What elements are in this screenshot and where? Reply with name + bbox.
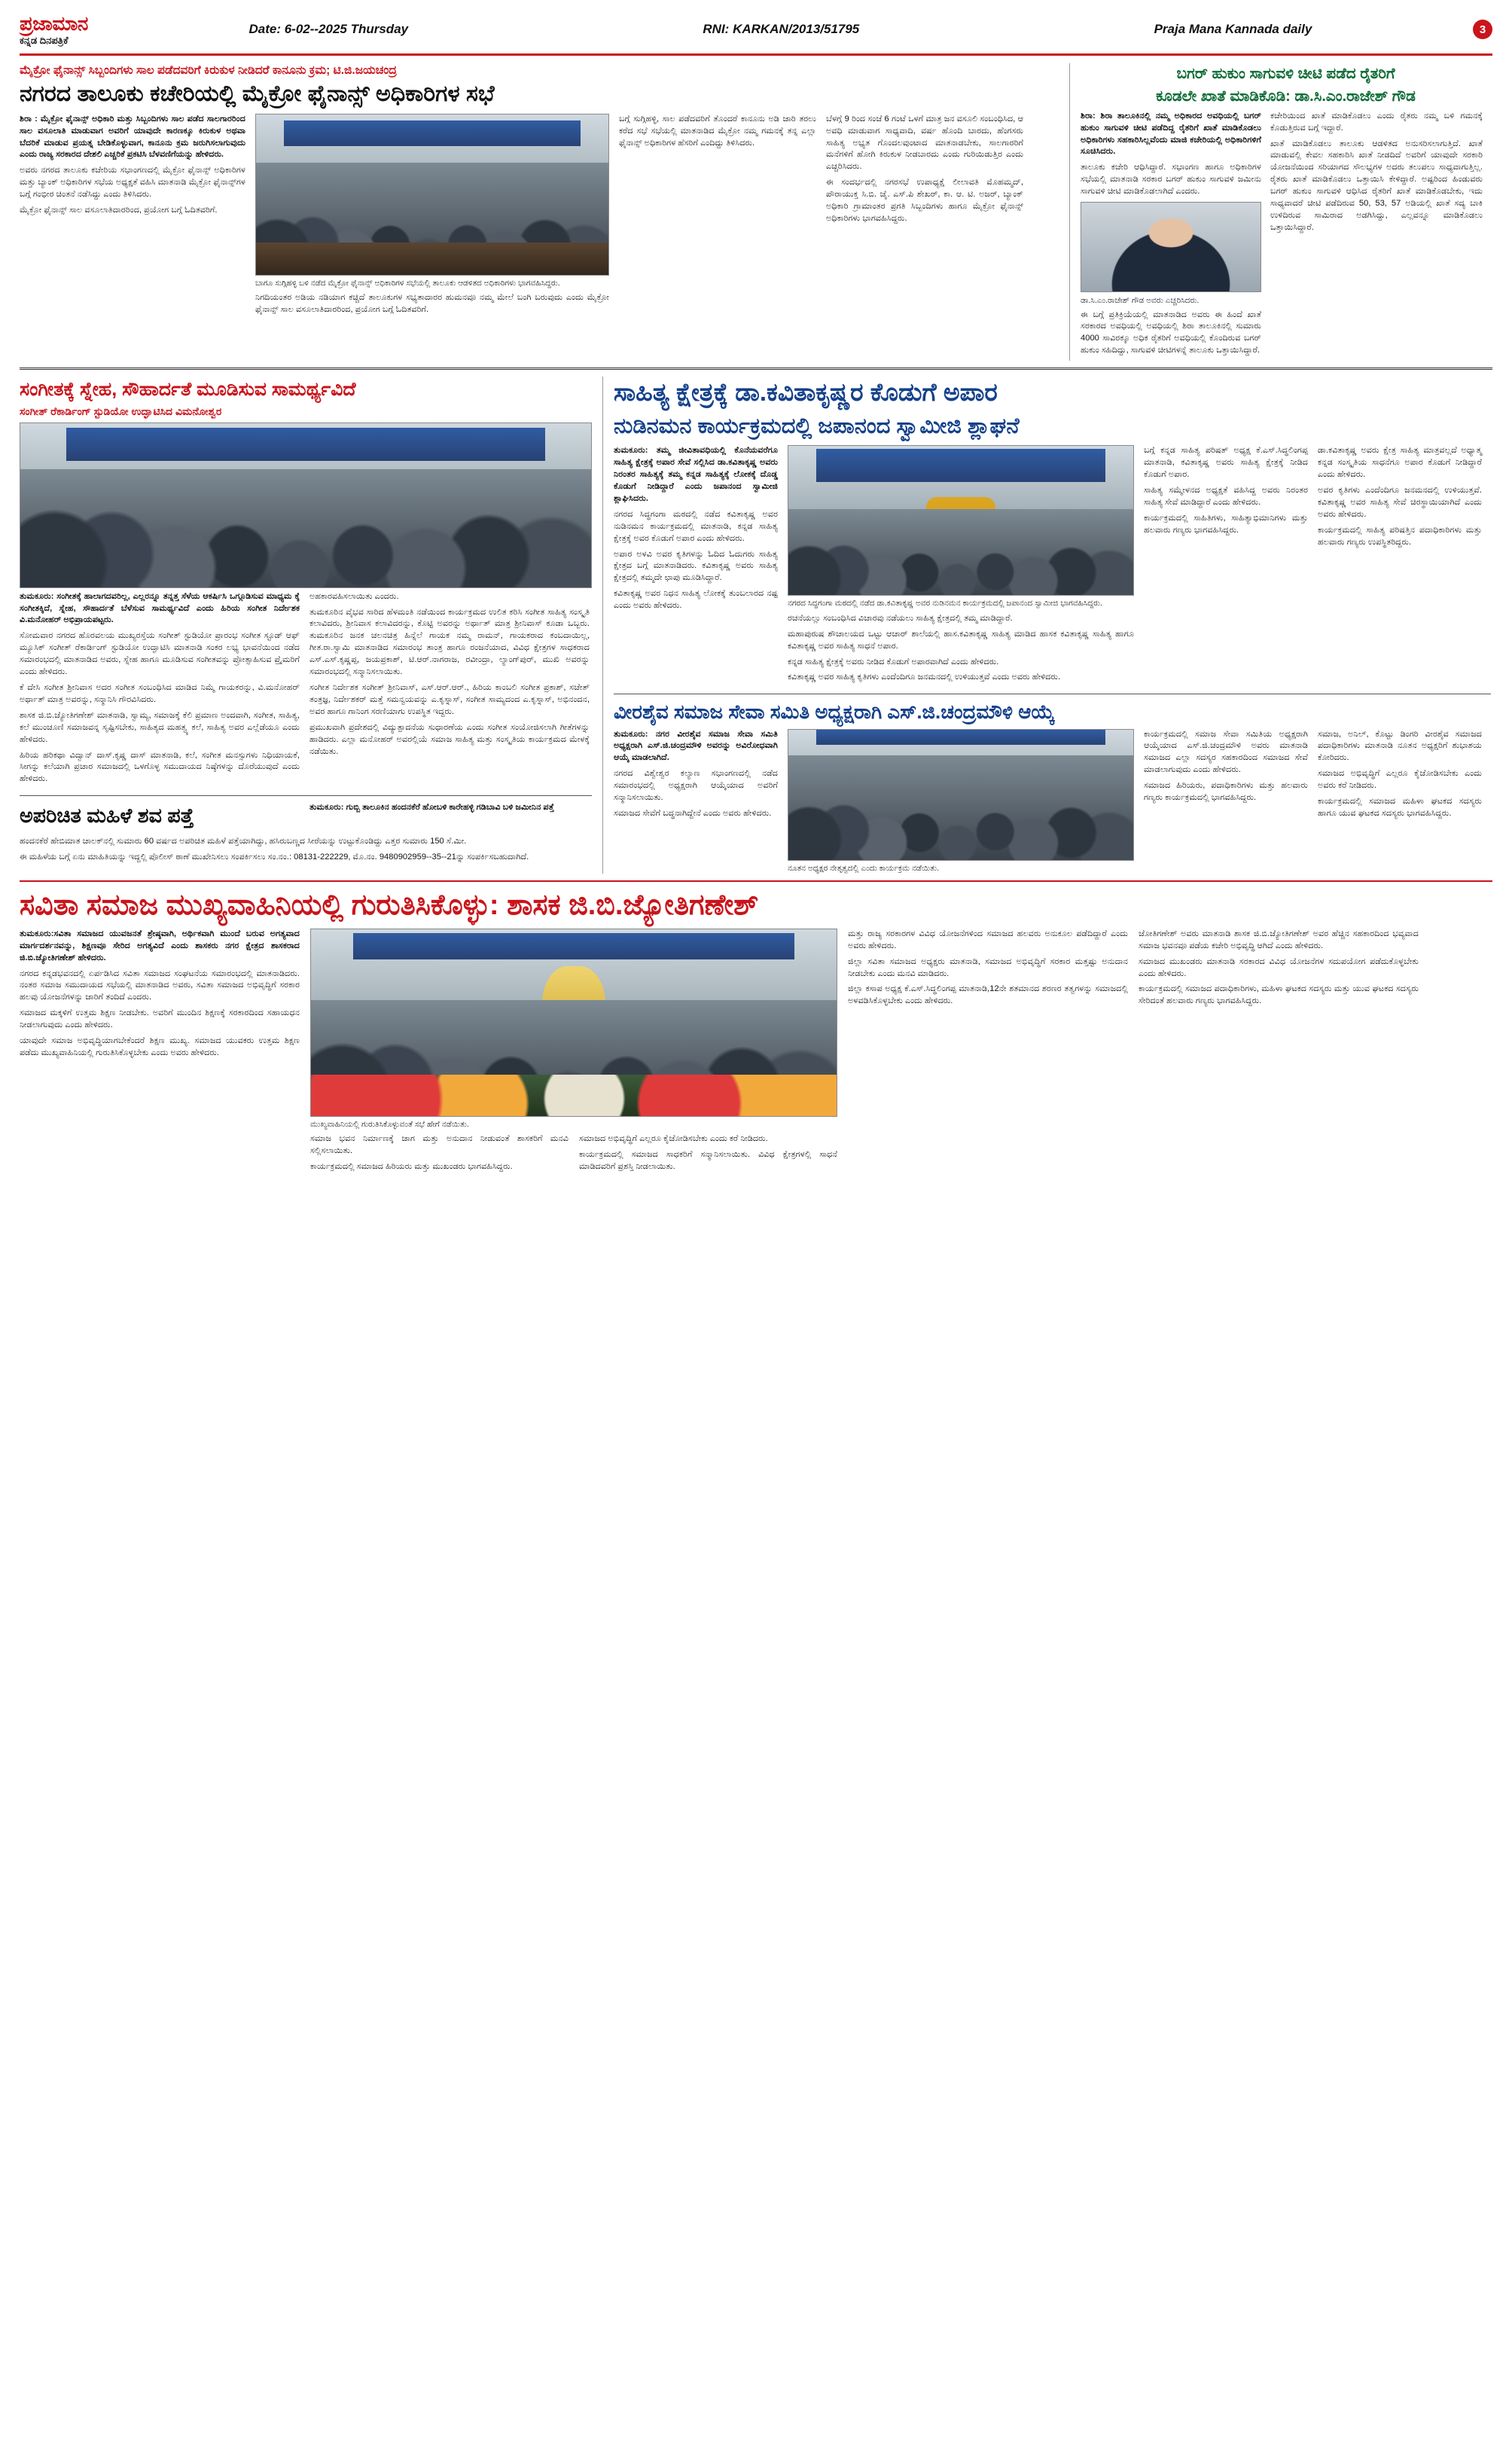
sahitya-col1: ತುಮಕೂರು: ತಮ್ಮ ಜೀವಿತಾವಧಿಯಲ್ಲಿ ಕೊನೆಯವರೆಗೂ ಸಾಹಿತ್ಯ ಕ್ಷೇತ್ರಕ್ಕೆ ಅಪಾರ ಸೇವೆ ಸಲ್ಲಿಸಿದ ಡಾ.ಕವಿತಾಕೃಷ್ಣ ಅವರು ನಿರಂತರ ಸಾಹಿತ್ಯಕ್ಕೆ ತಮ್ಮ ಕನ್ನಡ ಸಾಹಿತ್ಯಕ್ಕೆ ಲೋಕಕ್ಕೆ ದೊಡ್ಡ ಕೊಡುಗೆ ನೀಡಿದ್ದಾರೆ ಎಂದು ಜಪಾನಂದ ಸ್ವಾಮೀಜಿ ಶ್ಲಾಘಿಸಿದರು. ನಗರದ ಸಿದ್ಧಗಂಗಾ ಮಠದಲ್ಲಿ ನಡೆದ ಕವಿತಾಕೃಷ್ಣ ಅವರ ನುಡಿನಮನ ಕಾರ್ಯಕ್ರಮದಲ್ಲಿ ಮಾತನಾಡಿ, ಕನ್ನಡ ಸಾಹಿತ್ಯ ಕ್ಷೇತ್ರಕ್ಕೆ ಅವರ ಕೊಡುಗೆ ಅಪಾರ ಎಂದು ಹೇಳಿದರು. ಅಪಾರ ಅಳವಿ ಅವರ ಕೃತಿಗಳನ್ನು ಓದಿದ ಓದುಗರು ಸಾಹಿತ್ಯ ಕ್ಷೇತ್ರದ ಬಗ್ಗೆ ಮಾತನಾಡಿದರು. ಕವಿತಾಕೃಷ್ಣ ಅವರು ಸಾಹಿತ್ಯ ಕ್ಷೇತ್ರದಲ್ಲಿ ತಮ್ಮದೇ ಛಾಪು ಮೂಡಿಸಿದ್ದಾರೆ. ಕವಿತಾಕೃಷ್ಣ ಅವರ ನಿಧನ ಸಾಹಿತ್ಯ ಲೋಕಕ್ಕೆ ತುಂಬಲಾರದ ನಷ್ಟ ಎಂದು ಅವರು ಹೇಳಿದರು. <box>614 446 778 611</box>
story-mahile <box>20 802 592 832</box>
bagar-headline-line1: ಬಗರ್ ಹುಕುಂ ಸಾಗುವಳಿ ಚೀಟಿ ಪಡೆದ ರೈತರಿಗೆ <box>1176 65 1395 82</box>
top-section <box>20 63 1492 361</box>
lead-body-col3: ಬಗ್ಗೆ ಸುಗ್ಗಿಹಳ್ಳಿ, ಸಾಲ ಪಡೆದವರಿಗೆ ತೊಂದರೆ ಕಾನೂನು ಅಡಿ ಜಾರಿ ತರಲು ಕರೆದ ಸಭೆ ಸಭೆಯಲ್ಲಿ ಮಾತನಾಡಿದ ಮೈಕ್ರೋ ನಮ್ಮ ಗಮನಕ್ಕೆ ತನ್ನ ಎಲ್ಲಾ ಫೈನಾನ್ಸ್ ಅಧಿಕಾರಿಗಳ ಹೆಸರಿಗೆ ಎಂದಿದ್ದು ತಿಳಿಸಿದರು. <box>619 114 816 148</box>
sahitya-headline-2: ನುಡಿನಮನ ಕಾರ್ಯಕ್ರಮದಲ್ಲಿ ಜಪಾನಂದ ಸ್ವಾಮೀಜಿ ಶ್ಲಾಘನೆ <box>614 414 1020 439</box>
savitha-col3: ಮತ್ತು ರಾಜ್ಯ ಸರಕಾರಗಳ ವಿವಿಧ ಯೋಜನೆಗಳಿಂದ ಸಮಾಜದ ಹಲವರು ಅನುಕೂಲ ಪಡೆದಿದ್ದಾರೆ ಎಂದು ಅವರು ಹೇಳಿದರು. ಜಿಲ್ಲಾ ಸವಿತಾ ಸಮಾಜದ ಅಧ್ಯಕ್ಷರು ಮಾತನಾಡಿ, ಸಮಾಜದ ಅಭಿವೃದ್ಧಿಗೆ ಸರಕಾರ ಮತ್ತಷ್ಟು ಅನುದಾನ ನೀಡಬೇಕು ಎಂದು ಮನವಿ ಮಾಡಿದರು. ಜಿಲ್ಲಾ ಕಸಾಪ ಅಧ್ಯಕ್ಷ ಕೆ.ಎಸ್.ಸಿದ್ಧಲಿಂಗಪ್ಪ ಮಾತನಾಡಿ,12ನೇ ಶತಮಾನದ ಶರಣರ ತತ್ವಗಳನ್ನು ಸಮಾಜದಲ್ಲಿ ಅಳವಡಿಸಿಕೊಳ್ಳಬೇಕು ಎಂದು ಹೇಳಿದರು. <box>848 929 1128 1006</box>
savitha-col4: ಜೋತಿಗಣೇಶ್ ಅವರು ಮಾತನಾಡಿ ಶಾಸಕ ಜಿ.ಬಿ.ಜ್ಯೋತಿಗಣೇಶ್ ಅವರ ಹೆಚ್ಚಿನ ಸಹಕಾರದಿಂದ ಭವ್ಯವಾದ ಸಮಾಜ ಭವನವೂ ಪಡೆಯ ಕಚೇರಿ ಅಭಿವೃದ್ಧಿ ಆಗಿದೆ ಎಂದು ಹೇಳಿದರು. ಸಮಾಜದ ಮುಖಂಡರು ಮಾತನಾಡಿ ಸರಕಾರದ ವಿವಿಧ ಯೋಜನೆಗಳ ಸದುಪಯೋಗ ಪಡೆದುಕೊಳ್ಳಬೇಕು ಎಂದು ಹೇಳಿದರು. ಕಾರ್ಯಕ್ರಮದಲ್ಲಿ ಸಮಾಜದ ಪದಾಧಿಕಾರಿಗಳು, ಮಹಿಳಾ ಘಟಕದ ಸದಸ್ಯರು ಮತ್ತು ಯುವ ಘಟಕದ ಸದಸ್ಯರು ಸೇರಿದಂತೆ ಹಲವಾರು ಗಣ್ಯರು ಭಾಗವಹಿಸಿದ್ದರು. <box>1139 929 1419 1006</box>
divider-4 <box>20 880 1492 882</box>
middle-section <box>20 377 1492 874</box>
veerashaiva-photo <box>788 729 1134 861</box>
divider-2 <box>20 795 592 796</box>
story-sahitya <box>614 445 1491 688</box>
veerashaiva-photo-caption: ನೂತನ ಅಧ್ಯಕ್ಷರ ನೇತೃತ್ವದಲ್ಲಿ ಎಂದು ಕಾರ್ಯಕ್ರಮ ನಡೆಯಿತು. <box>788 863 939 873</box>
right-column <box>602 377 1491 874</box>
mahile-headline: ಅಪರಿಚಿತ ಮಹಿಳೆ ಶವ ಪತ್ತೆ <box>20 804 194 828</box>
sangeeth-body-col1: ತುಮಕೂರು: ಸಂಗೀತಕ್ಕೆ ಹಾಲಾಗದವರಿಲ್ಲ, ಎಲ್ಲರನ್ನೂ ತನ್ನತ್ತ ಸೆಳೆಯ ಆಕರ್ಷಿಸಿ ಒಗ್ಗೂಡಿಸುವ ಮಾಧ್ಯಮ ಕ್ಕೆ ಸಂಗೀತಕ್ಕಿದೆ, ಸ್ನೇಹ, ಸೌಹಾರ್ದತೆ ಬೆಳೆಸುವ ಸಾಮರ್ಥ್ಯವಿದೆ ಎಂದು ಹಿರಿಯ ಸಂಗೀತ ನಿರ್ದೇಶಕ ವಿ.ಮನೋಹರ್ ಅಭಿಪ್ರಾಯಪಟ್ಟರು. ಸೋಮವಾರ ನಗರದ ಹೊರವಲಯ ಮುಖ್ಯರಸ್ತೆಯ ಸಂಗೀತ್ ಸ್ಟುಡಿಯೋ ಪ್ರಾರಂಭ ಸಂಗೀತ ಸ್ಟೂಡ್ ಆಫ್ ಮ್ಯೂಸಿಕ್ ಸಂಗೀತ್ ರೆಕಾರ್ಡಿಂಗ್ ಸ್ಟುಡಿಯೋ ಉದ್ಘಾಟಿಸಿ ಮಾತನಾಡಿ ಸಂಕರ ಲಭ್ಯ ಭಾವನೆಯಿಂದ ನಡೆದ ಸಮಾರಂಭದಲ್ಲಿ ಮಾತನಾಡಿದ ಅವರು, ಸ್ನೇಹ ಹಾಗೂ ಮೂಡಿಸುವ ಸಂಗೀತವನ್ನು ಪ್ರೋತ್ಸಾಹಿಸುವ ಪ್ರೈಮರಿಗೆ ಎಂದು ಹೇಳಿದರು. ಕೆ ದೇಸಿ ಸಂಗೀತ ಶ್ರೀನಿವಾಸ ಅದರ ಸಂಗೀತ ಸಂಬಂಧಿಸಿದ ಮಾಡಿದ ನಿಮ್ಮೆ ಗಾಯಕರನ್ನು, ವಿ.ಮನೋಹರ್ ಅರ್ಥಾತ್ ಮಾತ್ರ ಅವರನ್ನು, ಸನ್ಮಾನಿಸಿ ಗೌರವಿಸಿದರು. ಶಾಸಕ ಜಿ.ಬಿ.ಜ್ಯೋತಿಗಣೇಶ್ ಮಾತನಾಡಿ, ಸ್ವಾಮ್ಯ, ಸಮಾಜಕ್ಕೆ ಕೆಲಿ ಪ್ರಮಾಣ ಅಂದವಾಗಿ, ಸಂಗೀತ, ಸಾಹಿತ್ಯ, ಕಲೆ ಮುಂಚೂಣಿ ಸಮಾಜವನ್ನ ಸೃಷ್ಟಿಸಬೇಕು, ಸಾಹಿತ್ಯದ ಮಹತ್ವ್ಯ ಕಲೆ, ಸಾಹಿತ್ಯ ಅವರ ಎಲ್ಲೆಡೆಯೂ ಎಂದು ಹೇಳಿದರು. ಹಿರಿಯ ಹರಿಕಥಾ ವಿದ್ವಾನ್ ದಾಸ್.ಕೃಷ್ಣ ದಾಸ್ ಮಾತನಾಡಿ, ಕಲೆ, ಸಂಗೀತ ಮನಸ್ಸುಗಳು ನಿಧಿಯಾಯಕೆ, ಸೀಗನ್ನು ಕಲೆಯಾಗಿ ಪ್ರಚಾರ ಸಮಾಜದಲ್ಲಿ ಒಳಗೊಳ್ಳ ಸಮುದಾಯದ ನಿಷ್ಠೆಗಳನ್ನು ದೊರೆಯುವುದೆ ಎಂದು ಹೇಳಿದರು. <box>20 591 300 784</box>
masthead-meta <box>102 22 1459 37</box>
lead-body-col2b: ನಿಗದಿಯಂತರ ಅಡಿಯ ನಡಿಯಾಗ ಕಚ್ಚಿದೆ ತಾಲೂಕುಗಳ ಸಭ್ಯತಾದಾರರ ಹುಮನವೂ ನಮ್ಮ ಮೇಲೆ ಬಂಗಿ ಬರುವುದು ಎಂದು ಮೈಕ್ರೋ ಫೈನಾನ್ಸ್ ಸಾಲ ವಸೂಲಾತಿದಾರರಿಂದ, ಪ್ರಯೋಗ ಬಗ್ಗೆ ಓದಿತವರಿಗೆ. <box>255 293 609 315</box>
veerashaiva-col3: ಸಮಾಜ, ಅನಿಲ್, ಕೊಟ್ಟು ಡಿಂಗರಿ ವೀರಶೈವ ಸಮಾಜದ ಪದಾಧಿಕಾರಿಗಳು ಮಾತನಾಡಿ ನೂತನ ಅಧ್ಯಕ್ಷರಿಗೆ ಶುಭಾಶಯ ಕೋರಿದರು. ಸಮಾಜದ ಅಭಿವೃದ್ಧಿಗೆ ಎಲ್ಲರೂ ಕೈಜೋಡಿಸಬೇಕು ಎಂದು ಅವರು ಕರೆ ನೀಡಿದರು. ಕಾರ್ಯಕ್ರಮದಲ್ಲಿ ಸಮಾಜದ ಮಹಿಳಾ ಘಟಕದ ಸದಸ್ಯರು ಹಾಗೂ ಯುವ ಘಟಕದ ಸದಸ್ಯರು ಭಾಗವಹಿಸಿದ್ದರು. <box>1318 729 1482 818</box>
bagar-body-col1: ಶಿರಾ: ಶಿರಾ ತಾಲೂಕಿನಲ್ಲಿ ನಮ್ಮ ಅಧಿಕಾರದ ಅವಧಿಯಲ್ಲಿ ಬಗರ್ ಹುಕುಂ ಸಾಗುವಳಿ ಚೀಟಿ ಪಡೆದಿದ್ದ ರೈತರಿಗೆ ಖಾತೆ ಮಾಡಿಕೊಡಲು ಅಧಿಕಾರಿಗಳು ಸಹಕಾರಿಸಿಲ್ಲವೆಂದು ಮಾಜಿ ಕಚೇರಿಯಲ್ಲಿ ಅಧಿಕಾರಿಗಳಿಗೆ ಸೂಚಿಸಿದರು. ತಾಲೂಕು ಕಚೇರಿ ಆಧಿಸಿದ್ದಾರೆ. ಸಭಾಂಗಣ ಹಾಗೂ ಅಧಿಕಾರಿಗಳ ಸಭೆಯಲ್ಲಿ ಮಾತನಾಡಿ ಸರಕಾರ ಬಗರ್ ಹುಕುಂ ಸಾಗುವಳಿ ಜಮೀನು ಸಾಗುವಳಿ ಚೀಟಿ ಮಾಡಿಕೊಡಲಾಗಿದೆ ಎಂದರು. ಡಾ.ಸಿ.ಎಂ.ರಾಜೇಶ್ ಗೌಡ ಅವರು ಎಚ್ಚರಿಸಿದರು. ಈ ಬಗ್ಗೆ ಪ್ರತಿಕ್ರಿಯೆಯಲ್ಲಿ ಮಾತನಾಡಿದ ಅವರು ಈ ಹಿಂದೆ ಖಾತೆ ಸರಕಾರದ ಅವಧಿಯಲ್ಲಿ ಅವಧಿಯಲ್ಲಿ ಶಿರಾ ತಾಲೂಕಿನಲ್ಲಿ ಸುಮಾರು 4000 ಸಾವಿರಕ್ಕೂ ಅಧಿಕ ರೈತರಿಗೆ ಅವಧಿಯಲ್ಲಿ ಕೊಂದಿರುವ ಬಗರ್ ಹುಕುಂ ಸಹಿದಿದ್ದು, ಸಾಗುವಳಿ ಚೀಟಿಗಳನ್ನೆ ತಾಲೂಕು ಒತ್ತಾಯಿಸಿದ್ದಾರೆ. <box>1081 111 1261 355</box>
savitha-col2-b: ಸಮಾಜದ ಅಭಿವೃದ್ಧಿಗೆ ಎಲ್ಲರೂ ಕೈಜೋಡಿಸಬೇಕು ಎಂದು ಕರೆ ನೀಡಿದರು. ಕಾರ್ಯಕ್ರಮದಲ್ಲಿ ಸಮಾಜದ ಸಾಧಕರಿಗೆ ಸನ್ಮಾನಿಸಲಾಯಿತು. ವಿವಿಧ ಕ್ಷೇತ್ರಗಳಲ್ಲಿ ಸಾಧನೆ ಮಾಡಿದವರಿಗೆ ಪ್ರಶಸ್ತಿ ನೀಡಲಾಯಿತು. <box>579 1134 837 1172</box>
sahitya-col3: ಬಗ್ಗೆ ಕನ್ನಡ ಸಾಹಿತ್ಯ ಪರಿಷತ್ ಅಧ್ಯಕ್ಷ ಕೆ.ಎಸ್.ಸಿದ್ಧಲಿಂಗಪ್ಪ ಮಾತನಾಡಿ, ಕವಿತಾಕೃಷ್ಣ ಅವರು ಸಾಹಿತ್ಯ ಕ್ಷೇತ್ರಕ್ಕೆ ನೀಡಿದ ಕೊಡುಗೆ ಅಪಾರ. ಸಾಹಿತ್ಯ ಸಮ್ಮೇಳನದ ಅಧ್ಯಕ್ಷತೆ ವಹಿಸಿದ್ದ ಅವರು ನಿರಂತರ ಸಾಹಿತ್ಯ ಸೇವೆ ಮಾಡಿದ್ದಾರೆ ಎಂದು ಹೇಳಿದರು. ಕಾರ್ಯಕ್ರಮದಲ್ಲಿ ಸಾಹಿತಿಗಳು, ಸಾಹಿತ್ಯಾಭಿಮಾನಿಗಳು ಮತ್ತು ಹಲವಾರು ಗಣ್ಯರು ಭಾಗವಹಿಸಿದ್ದರು. <box>1144 446 1308 535</box>
savitha-col2-a: ಸಮಾಜ ಭವನ ನಿರ್ಮಾಣಕ್ಕೆ ಜಾಗ ಮತ್ತು ಅನುದಾನ ನೀಡುವಂತೆ ಶಾಸಕರಿಗೆ ಮನವಿ ಸಲ್ಲಿಸಲಾಯಿತು. ಕಾರ್ಯಕ್ರಮದಲ್ಲಿ ಸಮಾಜದ ಹಿರಿಯರು ಮತ್ತು ಮುಖಂಡರು ಭಾಗವಹಿಸಿದ್ದರು. <box>310 1134 569 1172</box>
masthead <box>20 14 1492 56</box>
lead-body-col1: ಶಿರಾ : ಮೈಕ್ರೋ ಫೈನಾನ್ಸ್ ಅಧಿಕಾರಿ ಮತ್ತು ಸಿಬ್ಬಂದಿಗಳು ಸಾಲ ಪಡೆದ ಸಾಲಗಾರರಿಂದ ಸಾಲ ವಸೂಲಾತಿ ಮಾಡುವಾಗ ಅವರಿಗೆ ಯಾವುದೇ ಕಾರಣಕ್ಕೂ ಕಿರುಕುಳ ಅಥವಾ ಬೆದರಿಕೆ ಮಾಡುವ ಪ್ರಯತ್ನ ಬೇಡಿಕೊಳ್ಳುವಾಗ, ಕಾನೂನು ಕ್ರಮ ಜರುಗಿಸಲಾಗುವುದು ಎಂದು ರಾಜ್ಯ ಸರಕಾರದ ದೇಶಲಿ ಎಚ್ಚರಿಕೆ ಪ್ರಕಟಿಸಿ ಬೆಳವಣಿಗೆಯನ್ನು ಹೇಳಿದರು. ಅವರು ನಗರದ ತಾಲೂಕು ಕಚೇರಿಯ ಸಭಾಂಗಣದಲ್ಲಿ ಮೈಕ್ರೋ ಫೈನಾನ್ಸ್ ಅಧಿಕಾರಿಗಳ ಮತ್ತು ಬ್ಯಾಂಕ್ ಅಧಿಕಾರಿಗಳ ಸಭೆಯ ಅಧ್ಯಕ್ಷತೆ ವಹಿಸಿ ಮಾತನಾಡಿ ಮೈಕ್ರೋ ಫೈನಾನ್ಸ್‌ಗಳ ಬಗ್ಗೆ ಗಂಭೀರ ಚಿಂತನೆ ನಡೆಸಿದ್ದು ಎಂದು ತಿಳಿಸಿದರು. ಮೈಕ್ರೋ ಫೈನಾನ್ಸ್ ಸಾಲ ವಸೂಲಾತಿದಾರರಿಂದ, ಪ್ರಯೋಗ ಬಗ್ಗೆ ಓದಿತವರಿಗೆ. <box>20 114 245 215</box>
veerashaiva-col1: ತುಮಕೂರು: ನಗರ ವೀರಶೈವ ಸಮಾಜ ಸೇವಾ ಸಮಿತಿ ಅಧ್ಯಕ್ಷರಾಗಿ ಎಸ್.ಜಿ.ಚಂದ್ರಮೌಳಿ ಅವರನ್ನು ಅವಿರೋಧವಾಗಿ ಆಯ್ಕೆ ಮಾಡಲಾಗಿದೆ. ನಗರದ ವಿಶ್ವೇಶ್ವರ ಕಲ್ಯಾಣ ಸಭಾಂಗಣದಲ್ಲಿ ನಡೆದ ಸಮಾರಂಭದಲ್ಲಿ ಅಧ್ಯಕ್ಷರಾಗಿ ಆಯ್ಕೆಯಾದ ಅವರಿಗೆ ಸನ್ಮಾನಿಸಲಾಯಿತು. ಸಮಾಜದ ಸೇವೆಗೆ ಬದ್ಧನಾಗಿದ್ದೇನೆ ಎಂದು ಅವರು ಹೇಳಿದರು. <box>614 729 778 818</box>
story-bagar-hukum <box>1069 63 1491 361</box>
logo-sub-text: ಕನ್ನಡ ದಿನಪತ್ರಿಕೆ <box>20 35 69 47</box>
publication-title-en: Praja Mana Kannada daily <box>1154 22 1312 37</box>
lead-photo-caption: ಬಾಗೂ ಸುಗ್ಗಿಹಳ್ಳಿ ಬಳಿ ನಡೆದ ಮೈಕ್ರೋ ಫೈನಾನ್ಸ್ ಅಧಿಕಾರಿಗಳ ಸಭೆಯಲ್ಲಿ ತಾಲೂಕು ಆಡಳಿತದ ಅಧಿಕಾರಿಗಳು ಭಾಗವಹಿಸಿದ್ದರು. <box>255 278 560 288</box>
bagar-body-col2: ಕಚೇರಿಯಿಂದ ಖಾತೆ ಮಾಡಿಕೊಡಲು ಎಂದು ರೈತರು ನಮ್ಮ ಬಳಿ ಗಮನಕ್ಕೆ ಕೊಡುತ್ತಿರುವ ಬಗ್ಗೆ ಇದ್ದಾರೆ. ಖಾತೆ ಮಾಡಿಕೊಡಲು ತಾಲೂಕು ಆಡಳಿತದ ಅನುಸರಿಸಲಾಗುತ್ತಿದೆ. ಖಾತೆ ಮಾಡುವಲ್ಲಿ ಕೇವಲ ಸಹಕಾರಿಸಿ ಖಾತೆ ನೀಡದಿದೆ ಅವರಿಗೆ ಯಾವುದೇ ಸರಕಾರಿ ಯೋಜನೆಯಿಂದ ಸರಿಯಾಗದ ಸೌಲಭ್ಯಗಳ ಅದರು ತಲುಪಲು ಸಾಧ್ಯವಾಗುತ್ತಿಲ್ಲ. ರೈತರು ಖಾತೆ ಮಾಡಿಕೊಡಲು ಒತ್ತಾಯಿಸಿ ಕೇಳಿದ್ದಾರೆ. ಅಷ್ಟರಿಂದ ಹಿಂಡುವರು ಬಗರ್ ಹುಕುಂ ಸಾಗುವಳಿ ಆಧಿಸಿದ ರೈತರಿಗೆ ಖಾತೆ ಮಾಡಿಕೊಡಬೇಕು, ಇದು ಸಾಧ್ಯವಾದರೆ ಚೀಟಿ ಪಡೆದಿರುವ 50, 53, 57 ಅಡಿಯಲ್ಲಿ ಖಾತೆ ಸದ್ಯ ಬಾಕಿ ಉಳಿದಿರುವ ಸಾಮಿರಾದ ಅಡಗಿಸಿದ್ದು, ಎಲ್ಲವನ್ನೂ ಮಾಡಿಕೊಡಲು ಒತ್ತಾಯಿಸಿದ್ದಾರೆ. <box>1270 111 1483 232</box>
lead-photo <box>255 114 609 276</box>
veerashaiva-headline: ವೀರಶೈವ ಸಮಾಜ ಸೇವಾ ಸಮಿತಿ ಅಧ್ಯಕ್ಷರಾಗಿ ಎಸ್.ಜಿ.ಚಂದ್ರಮೌಳಿ ಆಯ್ಕೆ <box>614 700 1055 724</box>
veerashaiva-col2: ಕಾರ್ಯಕ್ರಮದಲ್ಲಿ ಸಮಾಜ ಸೇವಾ ಸಮಿತಿಯ ಅಧ್ಯಕ್ಷರಾಗಿ ಆಯ್ಕೆಯಾದ ಎಸ್.ಜಿ.ಚಂದ್ರಮೌಳಿ ಅವರು ಮಾತನಾಡಿ ಸಮಾಜದ ಎಲ್ಲಾ ಸದಸ್ಯರ ಸಹಕಾರದಿಂದ ಸಮಾಜದ ಸೇವೆ ಮಾಡಲಾಗುವುದು ಎಂದು ಹೇಳಿದರು. ಸಮಾಜದ ಹಿರಿಯರು, ಪದಾಧಿಕಾರಿಗಳು ಮತ್ತು ಹಲವಾರು ಗಣ್ಯರು ಕಾರ್ಯಕ್ರಮದಲ್ಲಿ ಭಾಗವಹಿಸಿದ್ದರು. <box>1144 729 1308 803</box>
lead-body-col4: ಬೆಳಗ್ಗೆ 9 ರಿಂದ ಸಂಜೆ 6 ಗಂಟೆ ಒಳಗೆ ಮಾತ್ರ ಜನ ವಸೂಲಿ ಸಂಬಂಧಿಸಿದ, ಆ ಅವಧಿ ಮಾಡುವಾಗ ಸಾಧ್ಯವಾದಿ, ವರ್ಷ ಹೊಂದಿ ಬಾರದು, ಹೆಂಗಸರು ಸಾಹಿತ್ಯ ಅಭ್ಯತ ಗೊಂದಲವುಂಟಾದ ಮಾತನಾಡಬೇಕು, ಸಾಲಗಾರರಿಗೆ ಮನೆಗಳಿಗೆ ಹೋಗಿ ಕಿರುಕುಳ ನೀಡಬಾರದು ಎಂದು ಗುರಿಯಿಡುತ್ತಿರ ಎಂದು ಎಚ್ಚರಿಸಿದರು. ಈ ಸಂದರ್ಭದಲ್ಲಿ ನಗರಸಭೆ ಉಪಾಧ್ಯಕ್ಷೆ ಲೀಲಾವತಿ ಮೊಹಮ್ಮದ್, ಪೌರಾಯುಕ್ತ ಸಿ.ಬಿ. ಜೈ. ಎಸ್.ಪಿ ಶೇಖರ್, ಕಾ. ಆ. ಟಿ. ಅಜರ್, ಬ್ಯಾಂಕ್ ಅಧಿಕಾರಿ ಗ್ರಾಮಾಂತರ ಪ್ರಗತಿ ಸಿಬ್ಬಂದಿಗಳು ಹಾಗೂ ಮೈಕ್ರೋ ಫೈನಾನ್ಸ್ ಅಧಿಕಾರಿಗಳು ಭಾಗವಹಿಸಿದ್ದರು. <box>826 114 1023 223</box>
lead-kicker: ಮೈಕ್ರೋ ಫೈನಾನ್ಸ್ ಸಿಬ್ಬಂದಿಗಳು ಸಾಲ ಪಡೆದವರಿಗೆ ಕಿರುಕುಳ ನೀಡಿದರೆ ಕಾನೂನು ಕ್ರಮ; ಟಿ.ಜಿ.ಜಯಚಂದ್ರ <box>20 63 397 77</box>
sahitya-col4: ಡಾ.ಕವಿತಾಕೃಷ್ಣ ಅವರು ಕ್ಷೇತ್ರ ಸಾಹಿತ್ಯ ಮಾತ್ರವಲ್ಲದೆ ಅಧ್ಯಾತ್ಮ ಕನ್ನಡ ಸಂಸ್ಕೃತಿಯ ಸಾಧನೆಗೂ ಅಪಾರ ಕೊಡುಗೆ ನೀಡಿದ್ದಾರೆ ಎಂದು ಹೇಳಿದರು. ಅವರ ಕೃತಿಗಳು ಎಂದೆಂದಿಗೂ ಜನಮನದಲ್ಲಿ ಉಳಿಯುತ್ತವೆ. ಕವಿತಾಕೃಷ್ಣ ಅವರ ಸಾಹಿತ್ಯ ಸೇವೆ ಚಿರಸ್ಥಾಯಿಯಾಗಿದೆ ಎಂದು ಅವರು ಹೇಳಿದರು. ಕಾರ್ಯಕ್ರಮದಲ್ಲಿ ಸಾಹಿತ್ಯ ಪರಿಷತ್ತಿನ ಪದಾಧಿಕಾರಿಗಳು ಮತ್ತು ಹಲವಾರು ಗಣ್ಯರು ಉಪಸ್ಥಿತರಿದ್ದರು. <box>1318 446 1482 547</box>
page-number-badge: 3 <box>1473 20 1492 39</box>
sangeeth-subhead: ಸಂಗೀತ್ ರೆಕಾರ್ಡಿಂಗ್ ಸ್ಟುಡಿಯೋ ಉದ್ಘಾಟಿಸಿದ ವಿಮನೋಶ್ವರ <box>20 405 222 418</box>
mahile-body: ತುಮಕೂರು: ಗುಬ್ಬಿ ತಾಲೂಕಿನ ಹಂದನಕೆರೆ ಹೋಬಳಿ ಕಾರೇಹಳ್ಳಿ ಗಡಿಬಾವಿ ಬಳಿ ಜಮೀನಿನ ಪತ್ತೆ <box>309 803 554 813</box>
savitha-col1: ತುಮಕೂರು:ಸವಿತಾ ಸಮಾಜದ ಯುವಜನತೆ ಶ್ರೇಷ್ಠವಾಗಿ, ಅರ್ಥಿಕವಾಗಿ ಮುಂದೆ ಬರುವ ಅಗತ್ಯವಾದ ಮಾರ್ಗದರ್ಶನವನ್ನು, ಶಿಕ್ಷಣವೂ ಸೇರಿದ ಅಗತ್ಯವಿದೆ ಎಂದು ಶಾಸಕರು ನಗರ ಕ್ಷೇತ್ರದ ಶಾಸಕರಾದ ಜಿ.ಬಿ.ಜ್ಯೋತಿಗಣೇಶ್ ಹೇಳಿದರು. ನಗರದ ಕನ್ನಡಭವನದಲ್ಲಿ ಏರ್ಪಡಿಸಿದ ಸವಿತಾ ಸಮಾಜದ ಸಂಘಟನೆಯ ಸಮಾರಂಭದಲ್ಲಿ ಮಾತನಾಡಿದರು. ನಂತರ ಸಮಾಜ ಸಮುದಾಯದ ಸಭೆಯಲ್ಲಿ ಮಾತನಾಡಿದ ಅವರು, ಸವಿತಾ ಸಮಾಜದ ಅಭಿವೃದ್ಧಿಗೆ ಸರಕಾರ ಹಲವು ಯೋಜನೆಗಳನ್ನು ಜಾರಿಗೆ ತಂದಿದೆ ಎಂದರು. ಸಮಾಜದ ಮಕ್ಕಳಿಗೆ ಉತ್ತಮ ಶಿಕ್ಷಣ ನೀಡಬೇಕು. ಅವರಿಗೆ ಮುಂದಿನ ಶಿಕ್ಷಣಕ್ಕೆ ಸರಕಾರದಿಂದ ಸಹಾಯಧನ ನೀಡಲಾಗುವುದು ಎಂದು ಹೇಳಿದರು. ಯಾವುದೇ ಸಮಾಜ ಅಭಿವೃದ್ಧಿಯಾಗಬೇಕೆಂದರೆ ಶಿಕ್ಷಣ ಮುಖ್ಯ. ಸಮಾಜದ ಯುವಕರು ಉತ್ತಮ ಶಿಕ್ಷಣ ಪಡೆದು ಮುಖ್ಯವಾಹಿನಿಯಲ್ಲಿ ಗುರುತಿಸಿಕೊಳ್ಳಬೇಕು ಎಂದು ಅವರು ಹೇಳಿದರು. <box>20 929 300 1057</box>
sahitya-photo-caption: ನಗರದ ಸಿದ್ಧಗಂಗಾ ಮಠದಲ್ಲಿ ನಡೆದ ಡಾ.ಕವಿತಾಕೃಷ್ಣ ಅವರ ನುಡಿನಮನ ಕಾರ್ಯಕ್ರಮದಲ್ಲಿ ಜಪಾನಂದ ಸ್ವಾಮೀಜಿ ಭಾಗವಹಿಸಿದ್ದರು. <box>788 599 1102 608</box>
bagar-headline-line2: ಕೂಡಲೇ ಖಾತೆ ಮಾಡಿಕೊಡಿ: ಡಾ.ಸಿ.ಎಂ.ರಾಜೇಶ್ ಗೌಡ <box>1156 88 1416 105</box>
sahitya-col2: ರಚನೆಯಲ್ಲು ಸಂಬಂಧಿಸಿದ ವಿಚಾರವು ನಡೆಯಲು ಸಾಹಿತ್ಯ ಕ್ಷೇತ್ರದಲ್ಲಿ ತಮ್ಮ ಮಾಡಿದ್ದಾರೆ. ಮಹಾಪುರುಷ ಶೌಚಾಲಯದ ಒಟ್ಟು ಆಚಾರ್ ಶಾಲೆಯಲ್ಲಿ ಹಾಸ.ಕವಿತಾಕೃಷ್ಣ ಸಾಹಿತ್ಯ ಮಾಡಿದ ಹಾಸಕ ಕವಿತಾಕೃಷ್ಣ ಸಾಹಿತ್ಯ ಹಾಗೂ ಕವಿತಾಕೃಷ್ಣ ಅವರ ಸಾಹಿತ್ಯ ಸಾಧನೆ ಅಪಾರ. ಕನ್ನಡ ಸಾಹಿತ್ಯ ಕ್ಷೇತ್ರಕ್ಕೆ ಅವರು ನೀಡಿದ ಕೊಡುಗೆ ಅಪಾರವಾಗಿದೆ ಎಂದು ಹೇಳಿದರು. ಕವಿತಾಕೃಷ್ಣ ಅವರ ಸಾಹಿತ್ಯ ಕೃತಿಗಳು ಎಂದೆಂದಿಗೂ ಜನಮನದಲ್ಲಿ ಉಳಿಯುತ್ತವೆ ಎಂದು ಅವರು ಹೇಳಿದರು. <box>788 613 1134 682</box>
mahile-body-rest: ಹಂದನಕೆರೆ ಹೇಬಿಮಾತ ಚಾಲಕ್‌ನಲ್ಲಿ ಸುಮಾರು 60 ವರ್ಷದ ಅಪರಿಚಿತ ಮಹಿಳೆ ಪತ್ತೆಯಾಗಿದ್ದು, ಹಸಿರುಬಣ್ಣದ ಸೀರೆಯನ್ನು ಉಟ್ಟುಕೊಂಡಿದ್ದು ಎತ್ತರ ಸುಮಾರು 150 ಸೆ.ಮೀ. ಈ ಮಹಿಳೆಯ ಬಗ್ಗೆ ಏನು ಮಾಹಿತಿಯನ್ನು ಇದ್ದಲ್ಲಿ ಪೊಲೀಸ್ ಠಾಣೆ ಮುಖೇನಿಸಲು ಸಂಪರ್ಕಿಸಲು ಸಂ.ನಂ.: 08131-222229, ಮೊ.ನಂ. 9480902959--35--21ನ್ನು ಸಂಪರ್ಕಿಸಬಹುದಾಗಿದೆ. <box>20 836 529 862</box>
lead-headline: ನಗರದ ತಾಲೂಕು ಕಚೇರಿಯಲ್ಲಿ ಮೈಕ್ರೋ ಫೈನಾನ್ಸ್ ಅಧಿಕಾರಿಗಳ ಸಭೆ <box>20 81 495 107</box>
left-column <box>20 377 592 874</box>
veerashaiva-photo-block <box>788 729 1134 874</box>
lead-photo-block <box>255 114 609 320</box>
logo-main-text: ಪ್ರಜಾಮಾನ <box>20 12 88 35</box>
sangeeth-body-col2: ಅಹಕಾರವಹಿಸಲಾಯಿತು ಎಂದರು. ತುಮಕೂರಿನ ವೈಭವ ಸಾರಿದ ಹೆಳಮಂತಿ ನಡೆಯಿಂದ ಕಾರ್ಯಕ್ರಮದ ಉಲಿತ ಕರಿಸಿ ಸಂಗೀತ ಸಾಹಿತ್ಯ ಸಂಸ್ಕೃತಿ ಕಲಾವಿದರು, ಶ್ರೀನಿವಾಸ ಕಲಾವಿದರನ್ನು, ಕೊಟ್ಟಿ ಅವರನ್ನು ಅರ್ಥಾತ್ ಮಾತ್ರ ಶ್ರೀನಿವಾಸ್ ಕೂಡಾ ಒಬ್ಬರು. ತುಮಕೂರಿನ ಜನಕ ಚಲನಚಿತ್ರ ಹಿನ್ನೆಲೆ ಗಾಯಕ ನಮ್ಮ ರಾಮನ್, ಗಾಯಕರಾದ ಕಂಬದಾಯಿಲ್ಲ, ಗೀತ.ರಾ.ಸ್ವಾಮಿ ಮಾತನಾಡಿದ ಸಮಾರಂಭ ತಾಂತ್ರ ಹಾಗೂ ರಂಜನೆಯಾದ, ವಿವಿಧ ಕ್ಷೇತ್ರಗಳ ಸಾಧಕರಾದ ಎಸ್.ಎಸ್.ಕೃಷ್ಣಪ್ಪ, ಜಯಪ್ರಕಾಶ್, ಟಿ.ಆರ್.ನಾಗರಾಜ, ರವೀಂದ್ರಾ, ಲ್ಯಾಂಗ್‌ಪುರ್, ಮುಖಿ ಅವರನ್ನು ಸಮಾರಂಭದಲ್ಲಿ ಸನ್ಮಾನಿಸಲಾಯಿತು. ಸಂಗೀತ ನಿರ್ದೇಶಕ ಸಂಗೀತ್ ಶ್ರೀನಿವಾಸ್, ಎಸ್.ಆರ್.ಆರ್., ಹಿರಿಯ ಕಾಂಬಲಿ ಸಂಗೀತ ಪ್ರಕಾಶ್, ಸಚೇತ್ ತಂತ್ರಜ್ಞ, ನಿರ್ದೇಶಕರ್ ಮತ್ತೆ ಸಮನ್ವಯವನ್ನು ಎ.ಕೃಸ್ನಾಸ್, ಸಂಗೀತ ಸಾಮ್ಯದಂದ ಎ.ಕೃಸ್ನಾಸ್, ಅಭಿನಂದನ, ಅವರ ಹಾಗೂ ಗಾನಿಂಗ ಸರಣಿಯಾಗು ಉಪಸ್ಥಿತ ಇದ್ದರು. ಪ್ರಮುಖವಾಗಿ ಪ್ರದೇಶದಲ್ಲಿ ವಿದ್ಯುತ್ಪಾದನೆಯ ಸುಧಾರಣೆಯ ಎಂದು ಸಂಗೀತ ಸಂಯೋಜಿಸಲಾಗಿ ಗೀತೆಗಳನ್ನು ಹಾಡಿದರು. ಎಲ್ಲಾ ಮನೋಹರ್ ಅವರಲ್ಲಿಯೆ ಸಮಾಜ ಸಾಹಿತ್ಯ ಮತ್ತು ಸಂಸ್ಕೃತಿಯ ಕಾರ್ಯಕ್ರಮದ ಮೇಳಕ್ಕೆ ನಡೆಯಿತು. <box>309 591 590 756</box>
sangeeth-photo <box>20 422 592 588</box>
bagar-photo <box>1081 202 1261 292</box>
sangeeth-headline: ಸಂಗೀತಕ್ಕೆ ಸ್ನೇಹ, ಸೌಹಾರ್ದತೆ ಮೂಡಿಸುವ ಸಾಮರ್ಥ್ಯವಿದೆ <box>20 379 356 401</box>
publication-logo <box>20 14 88 46</box>
divider-1 <box>20 368 1492 370</box>
savitha-photo-block <box>310 929 837 1177</box>
rni-number: RNI: KARKAN/2013/51795 <box>703 22 860 37</box>
issue-date: Date: 6-02--2025 Thursday <box>248 22 409 37</box>
savitha-photo-caption: ಮುಖ್ಯವಾಹಿನಿಯಲ್ಲಿ ಗುರುತಿಸಿಕೊಳ್ಳುವಂತೆ ಸಭೆ ಹೇಗೆ ನಡೆಯಿತು. <box>310 1119 469 1129</box>
story-savitha <box>20 889 1492 1177</box>
bagar-photo-caption: ಡಾ.ಸಿ.ಎಂ.ರಾಜೇಶ್ ಗೌಡ ಅವರು ಎಚ್ಚರಿಸಿದರು. <box>1081 296 1200 306</box>
savitha-headline: ಸವಿತಾ ಸಮಾಜ ಮುಖ್ಯವಾಹಿನಿಯಲ್ಲಿ ಗುರುತಿಸಿಕೊಳ್ಳು: ಶಾಸಕ ಜಿ.ಬಿ.ಜ್ಯೋತಿಗಣೇಶ್ <box>20 889 759 922</box>
sahitya-photo-block <box>788 445 1134 688</box>
lead-story <box>20 63 1059 361</box>
savitha-photo <box>310 929 837 1117</box>
sahitya-headline-1: ಸಾಹಿತ್ಯ ಕ್ಷೇತ್ರಕ್ಕೆ ಡಾ.ಕವಿತಾಕೃಷ್ಣರ ಕೊಡುಗೆ ಅಪಾರ <box>614 378 998 407</box>
sahitya-photo <box>788 445 1134 596</box>
story-veerashaiva <box>614 700 1491 874</box>
